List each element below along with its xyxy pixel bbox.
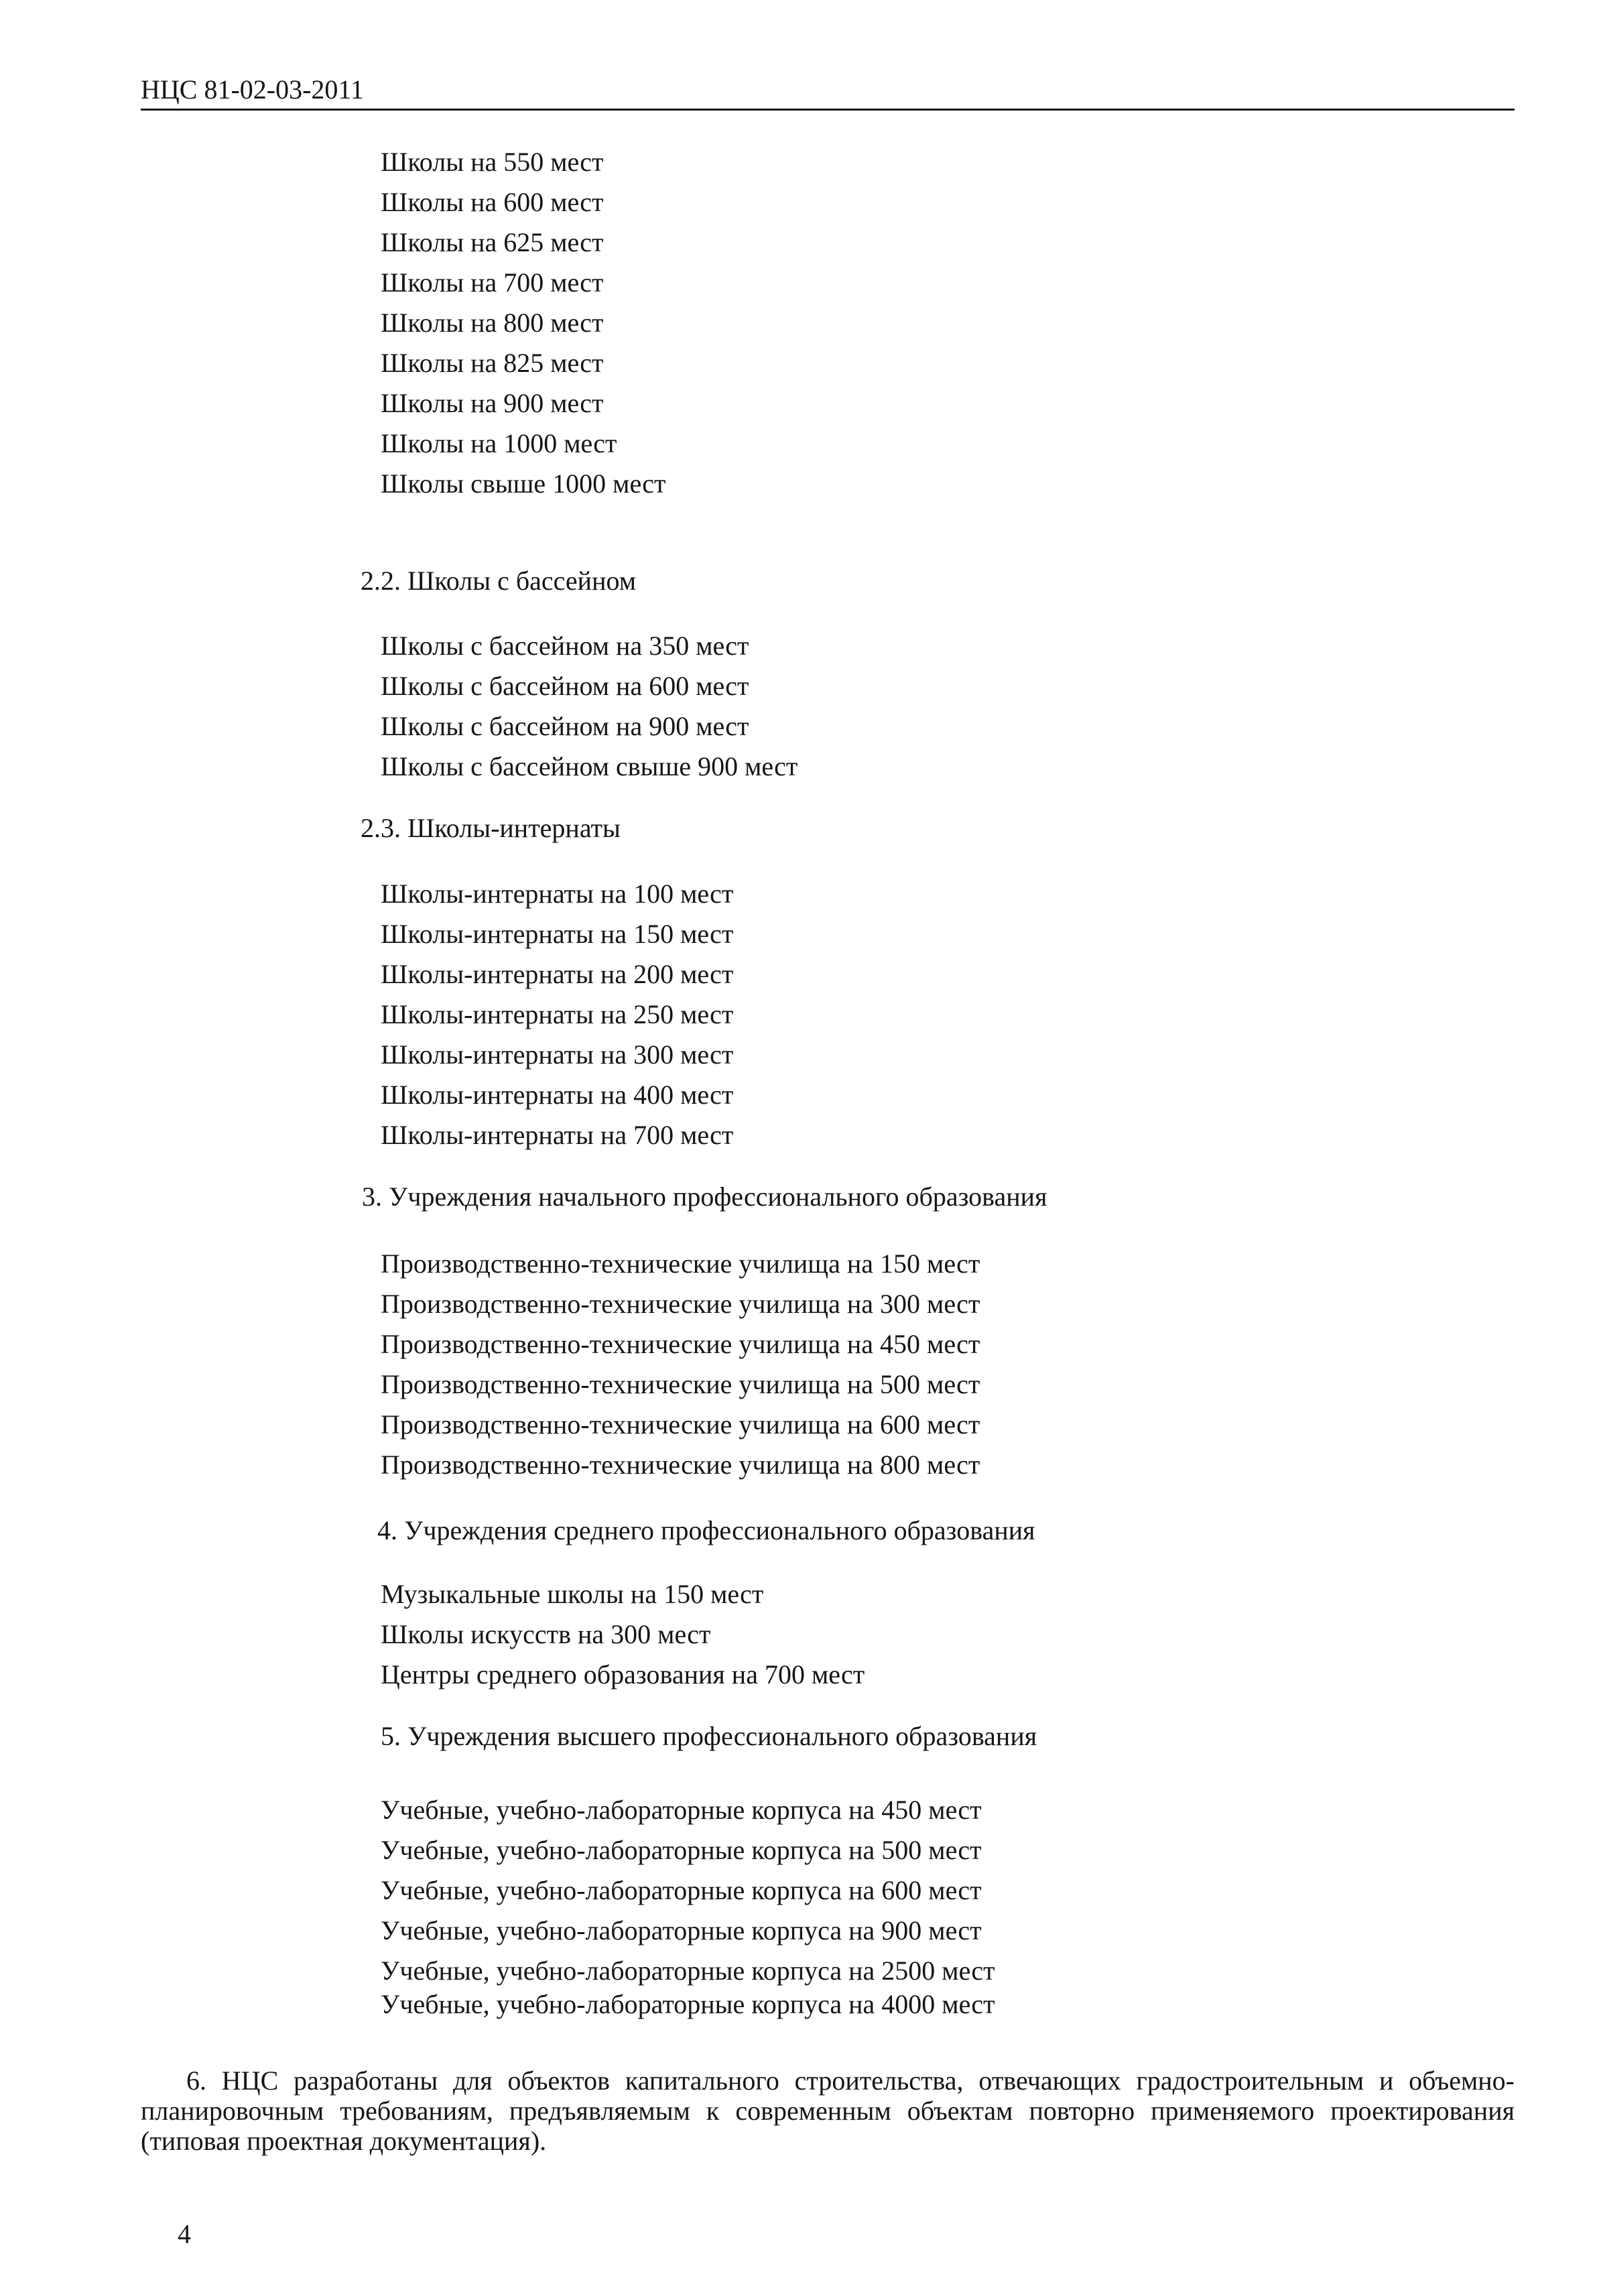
section-heading: 3. Учреждения начального профессионального образования [362, 1182, 1047, 1212]
list-item: Школы свыше 1000 мест [381, 468, 666, 499]
list-item: Школы искусств на 300 мест [381, 1619, 711, 1649]
list-item: Школы на 800 мест [381, 308, 604, 338]
list-item: Учебные, учебно-лабораторные корпуса на 900 мест [381, 1915, 982, 1946]
list-item: Школы с бассейном свыше 900 мест [381, 751, 798, 781]
section-heading: 2.2. Школы с бассейном [361, 566, 637, 596]
list-item: Школы на 550 мест [381, 147, 604, 177]
list-item: Школы с бассейном на 350 мест [381, 631, 749, 661]
list-item: Школы на 625 мест [381, 227, 604, 257]
list-item: Школы на 1000 мест [381, 428, 617, 458]
list-item: Школы с бассейном на 600 мест [381, 671, 749, 701]
list-item: Школы на 700 мест [381, 267, 604, 298]
list-item: Школы-интернаты на 700 мест [381, 1120, 734, 1150]
list-item: Учебные, учебно-лабораторные корпуса на 2500 мест [381, 1956, 995, 1986]
list-item: Учебные, учебно-лабораторные корпуса на 4000 мест [381, 1989, 995, 2019]
list-item: Школы на 825 мест [381, 348, 604, 378]
list-item: Школы на 600 мест [381, 187, 604, 217]
list-item: Школы-интернаты на 300 мест [381, 1039, 734, 1070]
list-item: Производственно-технические училища на 600 мест [381, 1409, 980, 1440]
list-item: Школы-интернаты на 200 мест [381, 959, 734, 989]
page-number: 4 [178, 2219, 191, 2249]
list-item: Школы на 900 мест [381, 388, 604, 418]
list-item: Производственно-технические училища на 300 мест [381, 1289, 980, 1319]
list-item: Учебные, учебно-лабораторные корпуса на 500 мест [381, 1835, 982, 1865]
list-item: Производственно-технические училища на 500 мест [381, 1369, 980, 1399]
list-item: Учебные, учебно-лабораторные корпуса на 450 мест [381, 1795, 982, 1825]
list-item: Производственно-технические училища на 450 мест [381, 1329, 980, 1359]
section-heading: 5. Учреждения высшего профессионального образования [381, 1721, 1037, 1751]
list-item: Центры среднего образования на 700 мест [381, 1659, 865, 1689]
list-item: Школы-интернаты на 250 мест [381, 999, 734, 1029]
list-item: Музыкальные школы на 150 мест [381, 1579, 764, 1609]
list-item: Школы-интернаты на 100 мест [381, 879, 734, 909]
page-header [141, 74, 1515, 111]
list-item: Учебные, учебно-лабораторные корпуса на 600 мест [381, 1875, 982, 1905]
list-item: Производственно-технические училища на 800 мест [381, 1450, 980, 1480]
list-item: Школы-интернаты на 400 мест [381, 1080, 734, 1110]
list-item: Производственно-технические училища на 150 мест [381, 1249, 980, 1279]
section-heading: 4. Учреждения среднего профессионального образования [377, 1515, 1035, 1545]
section-heading: 2.3. Школы-интернаты [361, 813, 621, 843]
list-item: Школы-интернаты на 150 мест [381, 919, 734, 949]
paragraph-6: 6. НЦС разработаны для объектов капитального строительства, отвечающих градостроительным и объемно-планировочным требованиям, предъявляемым к современным объектам повторно применяемого проектирования (типовая проектная документация). [141, 2065, 1515, 2156]
document-code: НЦС 81-02-03-2011 [141, 74, 364, 105]
list-item: Школы с бассейном на 900 мест [381, 711, 749, 741]
